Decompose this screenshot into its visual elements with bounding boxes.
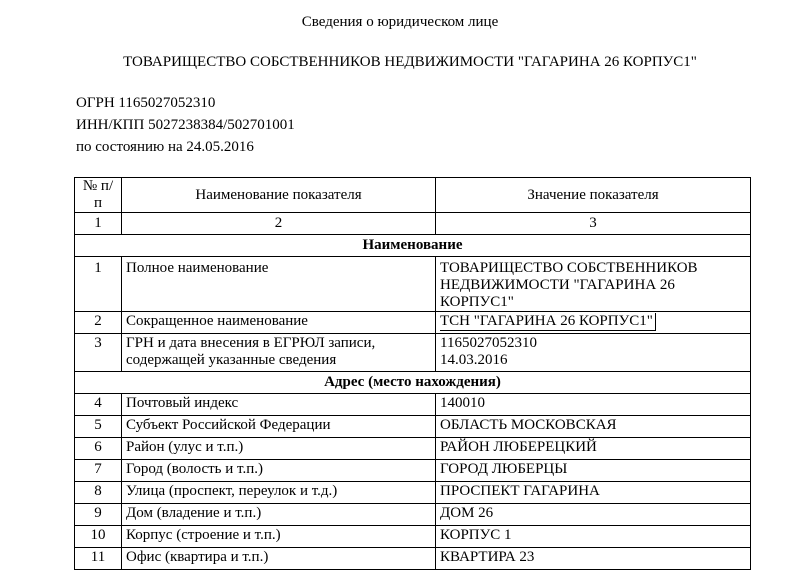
- header-number: № п/п: [75, 178, 122, 213]
- row-number: 9: [75, 504, 122, 526]
- row-value: [436, 312, 751, 334]
- row-label: ГРН и дата внесения в ЕГРЮЛ записи, содержащей указанные сведения: [122, 334, 436, 372]
- column-number-row: [75, 213, 751, 235]
- table-row: [75, 257, 751, 312]
- row-label: Почтовый индекс: [122, 394, 436, 416]
- inn-kpp-line: ИНН/КПП 5027238384/502701001: [76, 117, 295, 133]
- column-number: 1: [75, 213, 122, 235]
- header-indicator-value: Значение показателя: [436, 178, 751, 213]
- table-row: [75, 548, 751, 570]
- column-number: 3: [436, 213, 751, 235]
- grn-date: 14.03.2016: [440, 352, 508, 368]
- row-value: ДОМ 26: [436, 504, 751, 526]
- section-row-name: [75, 235, 751, 257]
- table-row: [75, 438, 751, 460]
- row-label: Район (улус и т.п.): [122, 438, 436, 460]
- row-label: Субъект Российской Федерации: [122, 416, 436, 438]
- row-number: 4: [75, 394, 122, 416]
- table-row: [75, 526, 751, 548]
- row-number: 2: [75, 312, 122, 334]
- row-value: ПРОСПЕКТ ГАГАРИНА: [436, 482, 751, 504]
- section-title: Наименование: [75, 235, 751, 257]
- table-row: [75, 482, 751, 504]
- row-value: КОРПУС 1: [436, 526, 751, 548]
- row-number: 8: [75, 482, 122, 504]
- section-row-address: [75, 372, 751, 394]
- row-number: 7: [75, 460, 122, 482]
- row-label: Дом (владение и т.п.): [122, 504, 436, 526]
- row-number: 11: [75, 548, 122, 570]
- row-label: Город (волость и т.п.): [122, 460, 436, 482]
- as-of-date-line: по состоянию на 24.05.2016: [76, 139, 254, 155]
- row-label: Сокращенное наименование: [122, 312, 436, 334]
- identifiers-block: [76, 92, 295, 158]
- header-indicator-name: Наименование показателя: [122, 178, 436, 213]
- selected-value-text[interactable]: ТСН "ГАГАРИНА 26 КОРПУС1": [440, 313, 656, 331]
- column-number: 2: [122, 213, 436, 235]
- row-value: 140010: [436, 394, 751, 416]
- ogrn-line: ОГРН 1165027052310: [76, 95, 216, 111]
- table-row: [75, 312, 751, 334]
- table-row: [75, 504, 751, 526]
- table-header-row: [75, 178, 751, 213]
- table-row: [75, 460, 751, 482]
- row-number: 10: [75, 526, 122, 548]
- table-row: [75, 334, 751, 372]
- row-label: Офис (квартира и т.п.): [122, 548, 436, 570]
- row-value: ГОРОД ЛЮБЕРЦЫ: [436, 460, 751, 482]
- organization-name: ТОВАРИЩЕСТВО СОБСТВЕННИКОВ НЕДВИЖИМОСТИ "ГАГАРИНА 26 КОРПУС1": [123, 54, 697, 70]
- row-value: КВАРТИРА 23: [436, 548, 751, 570]
- table-row: [75, 416, 751, 438]
- row-value: ТОВАРИЩЕСТВО СОБСТВЕННИКОВ НЕДВИЖИМОСТИ "ГАГАРИНА 26 КОРПУС1": [436, 257, 751, 312]
- table-row: [75, 394, 751, 416]
- row-value: РАЙОН ЛЮБЕРЕЦКИЙ: [436, 438, 751, 460]
- section-title: Адрес (место нахождения): [75, 372, 751, 394]
- row-number: 5: [75, 416, 122, 438]
- row-number: 1: [75, 257, 122, 312]
- grn-value: 1165027052310: [440, 335, 537, 351]
- row-label: Улица (проспект, переулок и т.д.): [122, 482, 436, 504]
- row-number: 3: [75, 334, 122, 372]
- document-title: Сведения о юридическом лице: [301, 14, 499, 30]
- row-label: Корпус (строение и т.п.): [122, 526, 436, 548]
- row-value: [436, 334, 751, 372]
- row-value: ОБЛАСТЬ МОСКОВСКАЯ: [436, 416, 751, 438]
- row-label: Полное наименование: [122, 257, 436, 312]
- legal-entity-table: [74, 177, 751, 570]
- row-number: 6: [75, 438, 122, 460]
